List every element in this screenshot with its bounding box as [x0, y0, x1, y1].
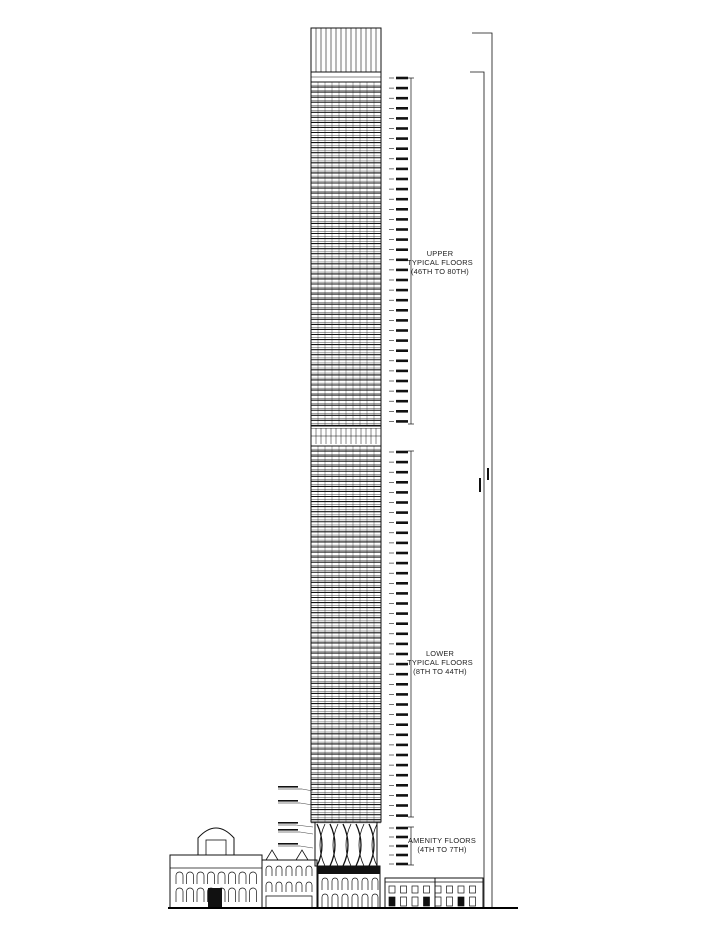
level-text-mark [396, 117, 408, 120]
arched-window [342, 894, 348, 908]
level-text-mark [396, 218, 408, 221]
level-text-mark [396, 289, 408, 292]
mechanical-floor [311, 426, 381, 446]
arched-window [362, 878, 368, 890]
callout-leader [296, 825, 313, 827]
window [401, 886, 407, 893]
level-text-mark [396, 723, 408, 726]
level-text-mark [396, 87, 408, 90]
dimension-text-mark [479, 478, 481, 492]
tower-crown [311, 28, 381, 82]
arched-window [208, 872, 215, 884]
level-text-mark [396, 400, 408, 403]
arched-window [266, 882, 272, 892]
amenity-floors-label [402, 836, 482, 854]
level-text-mark [396, 521, 408, 524]
storefront [266, 896, 312, 908]
level-text-mark [396, 158, 408, 161]
lower-typical-floors-label [400, 649, 480, 676]
level-text-mark [396, 491, 408, 494]
arched-window [187, 888, 194, 902]
level-text-mark [396, 380, 408, 383]
arched-window [322, 894, 328, 908]
arched-window [296, 866, 302, 876]
arched-window [342, 878, 348, 890]
callout-leader [300, 832, 313, 834]
level-text-mark [396, 592, 408, 595]
level-text-mark [396, 228, 408, 231]
entrance-door [208, 888, 222, 908]
level-text-mark [396, 784, 408, 787]
callout-text-mark [278, 822, 298, 824]
level-text-mark [396, 863, 408, 866]
level-text-mark [396, 410, 408, 413]
callout-text-mark [278, 829, 298, 831]
door [389, 897, 395, 906]
callout-text-mark [278, 786, 298, 788]
podium-column [330, 824, 335, 866]
callout-leader [300, 846, 313, 848]
level-text-mark [396, 370, 408, 373]
level-text-mark [396, 643, 408, 646]
podium-column [356, 824, 361, 866]
arched-window [286, 866, 292, 876]
level-text-mark [396, 360, 408, 363]
level-text-mark [396, 501, 408, 504]
level-text-mark [396, 471, 408, 474]
podium-callouts [278, 786, 313, 848]
level-text-mark [396, 622, 408, 625]
arched-window [266, 866, 272, 876]
lower-label-line-2: TYPICAL FLOORS [407, 658, 473, 667]
arched-window [197, 888, 204, 902]
arched-window [197, 872, 204, 884]
callout-text-mark [278, 843, 298, 845]
level-text-mark [396, 532, 408, 535]
arched-window [229, 888, 236, 902]
window [424, 886, 430, 893]
gable-peaks [266, 850, 308, 860]
arched-window [352, 894, 358, 908]
window [458, 886, 464, 893]
arched-window [362, 894, 368, 908]
window [389, 886, 395, 893]
level-text-mark [396, 107, 408, 110]
arched-window [322, 878, 328, 890]
dimension-text-mark [487, 468, 489, 480]
level-text-mark [396, 420, 408, 423]
level-text-mark [396, 582, 408, 585]
level-text-mark [396, 794, 408, 797]
arched-window [218, 872, 225, 884]
door [447, 897, 453, 906]
level-text-mark [396, 703, 408, 706]
arched-window [332, 894, 338, 908]
level-text-mark [396, 319, 408, 322]
arched-window [276, 866, 282, 876]
level-text-mark [396, 349, 408, 352]
arched-window [187, 872, 194, 884]
dome-window [206, 840, 226, 855]
door [412, 897, 418, 906]
upper-label-line-3: (46TH TO 80TH) [411, 267, 469, 276]
level-text-mark [396, 147, 408, 150]
level-text-mark [396, 511, 408, 514]
level-text-mark [396, 764, 408, 767]
door [458, 897, 464, 906]
level-text-mark [396, 299, 408, 302]
arched-window [176, 888, 183, 902]
upper-label-line-2: TYPICAL FLOORS [407, 258, 473, 267]
tower-floor-bands [311, 82, 381, 823]
base-fascia [318, 866, 380, 874]
level-text-mark [396, 734, 408, 737]
podium-column [343, 824, 348, 866]
heritage-building-middle [262, 860, 317, 908]
level-text-mark [396, 814, 408, 817]
arched-window [372, 894, 378, 908]
level-text-mark [396, 854, 408, 857]
podium-column [317, 824, 322, 866]
level-text-mark [396, 77, 408, 80]
level-text-mark [396, 827, 408, 830]
arched-window [250, 888, 257, 902]
callout-text-mark [278, 800, 298, 802]
level-text-mark [396, 309, 408, 312]
arched-window [229, 872, 236, 884]
level-text-mark [396, 552, 408, 555]
level-text-mark [396, 137, 408, 140]
level-text-mark [396, 572, 408, 575]
window [412, 886, 418, 893]
level-text-mark [396, 238, 408, 241]
arched-window [276, 882, 282, 892]
arched-window [306, 866, 312, 876]
level-text-mark [396, 127, 408, 130]
level-text-mark [396, 451, 408, 454]
arched-window [332, 878, 338, 890]
level-text-mark [396, 168, 408, 171]
arched-window [250, 872, 257, 884]
door [435, 897, 441, 906]
level-text-mark [396, 390, 408, 393]
level-text-mark [396, 542, 408, 545]
window [470, 886, 476, 893]
arched-window [372, 878, 378, 890]
amenity-podium [315, 822, 377, 866]
arched-window [239, 888, 246, 902]
door [401, 897, 407, 906]
level-text-mark [396, 612, 408, 615]
roof-height-dimension [470, 72, 484, 908]
level-text-mark [396, 602, 408, 605]
level-text-mark [396, 198, 408, 201]
arched-window [306, 882, 312, 892]
arched-window [352, 878, 358, 890]
heritage-dome [198, 828, 234, 855]
level-text-mark [396, 754, 408, 757]
level-text-mark [396, 683, 408, 686]
door [470, 897, 476, 906]
level-text-mark [396, 633, 408, 636]
level-text-mark [396, 693, 408, 696]
podium-column [369, 824, 374, 866]
amenity-label-line-1: AMENITY FLOORS [408, 836, 476, 845]
level-text-mark [396, 461, 408, 464]
level-text-mark [396, 339, 408, 342]
level-text-mark [396, 713, 408, 716]
arched-window [296, 882, 302, 892]
level-text-mark [396, 481, 408, 484]
door [424, 897, 430, 906]
level-text-mark [396, 329, 408, 332]
level-text-mark [396, 188, 408, 191]
level-text-mark [396, 178, 408, 181]
arched-window [176, 872, 183, 884]
arched-window [286, 882, 292, 892]
amenity-label-line-2: (4TH TO 7TH) [417, 845, 467, 854]
level-text-mark [396, 208, 408, 211]
level-text-mark [396, 774, 408, 777]
level-text-mark [396, 279, 408, 282]
window [435, 886, 441, 893]
dimension-lines [408, 33, 492, 908]
arched-window [239, 872, 246, 884]
level-text-mark [396, 804, 408, 807]
upper-typical-floors-label [400, 249, 480, 276]
lower-label-line-1: LOWER [425, 649, 455, 658]
upper-label-line-1: UPPER [426, 249, 454, 258]
level-text-mark [396, 97, 408, 100]
floor-level-marks [389, 77, 408, 866]
level-text-mark [396, 744, 408, 747]
window [447, 886, 453, 893]
level-text-mark [396, 562, 408, 565]
lower-label-line-3: (8TH TO 44TH) [413, 667, 467, 676]
